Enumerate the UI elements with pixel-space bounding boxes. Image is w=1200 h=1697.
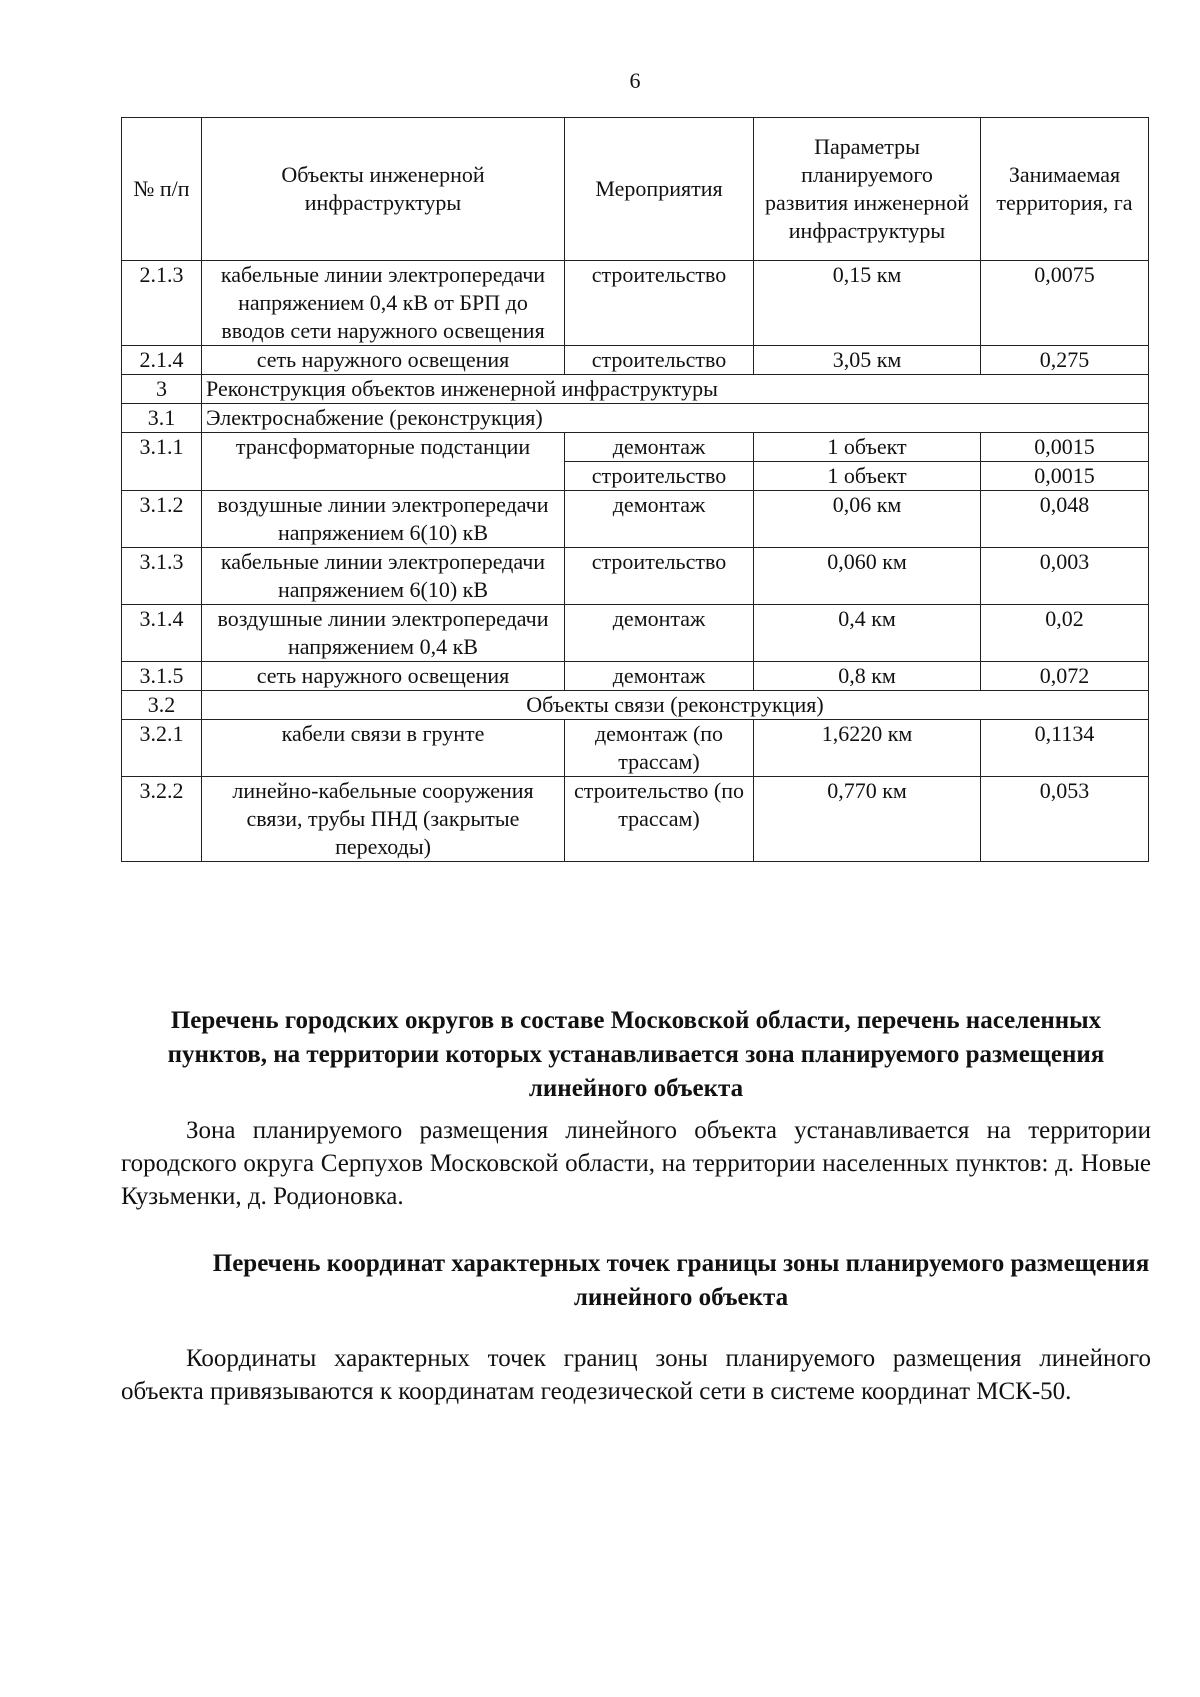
row-number: 3.2: [122, 691, 202, 720]
row-object: сеть наружного освещения: [202, 662, 565, 691]
row-action: демонтаж: [565, 662, 754, 691]
header-action: Мероприятия: [565, 118, 754, 261]
table-row: [122, 662, 1149, 691]
row-object: кабели связи в грунте: [202, 720, 565, 777]
row-parameter: 0,4 км: [754, 605, 981, 662]
table-row: [122, 548, 1149, 605]
section1-heading: Перечень городских округов в составе Московской области, перечень населенных пунктов, на территории которых устанавливается зона планируемого размещения линейного объекта: [167, 1007, 1105, 1102]
table-section-row: [122, 691, 1149, 720]
row-action: строительство: [565, 548, 754, 605]
row-number: 3.1.2: [122, 491, 202, 548]
section2-heading: Перечень координат характерных точек границы зоны планируемого размещения линейного объекта: [212, 1250, 1150, 1311]
row-action: строительство: [565, 261, 754, 346]
section2-paragraph: Координаты характерных точек границ зоны планируемого размещения линейного объекта привязываются к координатам геодезической сети в системе координат МСК-50.: [121, 1345, 1151, 1405]
row-number: 3.1: [122, 404, 202, 433]
row-action: демонтаж: [565, 433, 754, 462]
header-area: Занимаемая территория, га: [981, 118, 1149, 261]
row-object: линейно-кабельные сооружения связи, трубы ПНД (закрытые переходы): [202, 777, 565, 862]
table-section-row: [122, 375, 1149, 404]
row-number: 3.1.1: [122, 433, 202, 491]
row-area: 0,02: [981, 605, 1149, 662]
table-row: [122, 491, 1149, 548]
infrastructure-table: [121, 117, 1149, 862]
table-header-row: [122, 118, 1149, 261]
table-row: [122, 720, 1149, 777]
table-row: [122, 777, 1149, 862]
row-number: 2.1.4: [122, 346, 202, 375]
row-action: строительство: [565, 462, 754, 491]
row-action: строительство (по трассам): [565, 777, 754, 862]
row-parameter: 3,05 км: [754, 346, 981, 375]
table-section-row: [122, 404, 1149, 433]
row-parameter: 0,770 км: [754, 777, 981, 862]
row-number: 3.1.3: [122, 548, 202, 605]
row-parameter: 0,15 км: [754, 261, 981, 346]
header-number: № п/п: [122, 118, 202, 261]
row-object: сеть наружного освещения: [202, 346, 565, 375]
header-parameters: Параметры планируемого развития инженерной инфраструктуры: [754, 118, 981, 261]
row-number: 3.2.1: [122, 720, 202, 777]
row-area: 0,072: [981, 662, 1149, 691]
row-object: воздушные линии электропередачи напряжением 0,4 кВ: [202, 605, 565, 662]
row-area: 0,275: [981, 346, 1149, 375]
row-number: 3: [122, 375, 202, 404]
row-parameter: 1 объект: [754, 433, 981, 462]
row-object: кабельные линии электропередачи напряжением 6(10) кВ: [202, 548, 565, 605]
row-parameter: 0,8 км: [754, 662, 981, 691]
row-parameter: 0,060 км: [754, 548, 981, 605]
row-number: 3.1.5: [122, 662, 202, 691]
row-area: 0,003: [981, 548, 1149, 605]
row-area: 0,048: [981, 491, 1149, 548]
row-area: 0,0015: [981, 462, 1149, 491]
section-title: Электроснабжение (реконструкция): [202, 404, 1149, 433]
row-area: 0,0075: [981, 261, 1149, 346]
row-object: воздушные линии электропередачи напряжением 6(10) кВ: [202, 491, 565, 548]
row-area: 0,053: [981, 777, 1149, 862]
table-row: [122, 346, 1149, 375]
section-title: Объекты связи (реконструкция): [202, 691, 1149, 720]
row-number: 3.1.4: [122, 605, 202, 662]
row-parameter: 0,06 км: [754, 491, 981, 548]
table-row: [122, 261, 1149, 346]
section-title: Реконструкция объектов инженерной инфраструктуры: [202, 375, 1149, 404]
row-area: 0,0015: [981, 433, 1149, 462]
row-number: 2.1.3: [122, 261, 202, 346]
row-object: трансформаторные подстанции: [202, 433, 565, 491]
row-parameter: 1,6220 км: [754, 720, 981, 777]
row-action: демонтаж (по трассам): [565, 720, 754, 777]
header-object: Объекты инженерной инфраструктуры: [202, 118, 565, 261]
row-action: строительство: [565, 346, 754, 375]
row-action: демонтаж: [565, 605, 754, 662]
table-row: [122, 433, 1149, 462]
table-row: [122, 605, 1149, 662]
row-action: демонтаж: [565, 491, 754, 548]
row-object: кабельные линии электропередачи напряжением 0,4 кВ от БРП до вводов сети наружного освещения: [202, 261, 565, 346]
page-number: 6: [629, 68, 641, 93]
section1-paragraph: Зона планируемого размещения линейного объекта устанавливается на территории городского округа Серпухов Московской области, на территории населенных пунктов: д. Новые Кузьменки, д. Родионовка.: [121, 1117, 1151, 1210]
row-number: 3.2.2: [122, 777, 202, 862]
row-area: 0,1134: [981, 720, 1149, 777]
row-parameter: 1 объект: [754, 462, 981, 491]
